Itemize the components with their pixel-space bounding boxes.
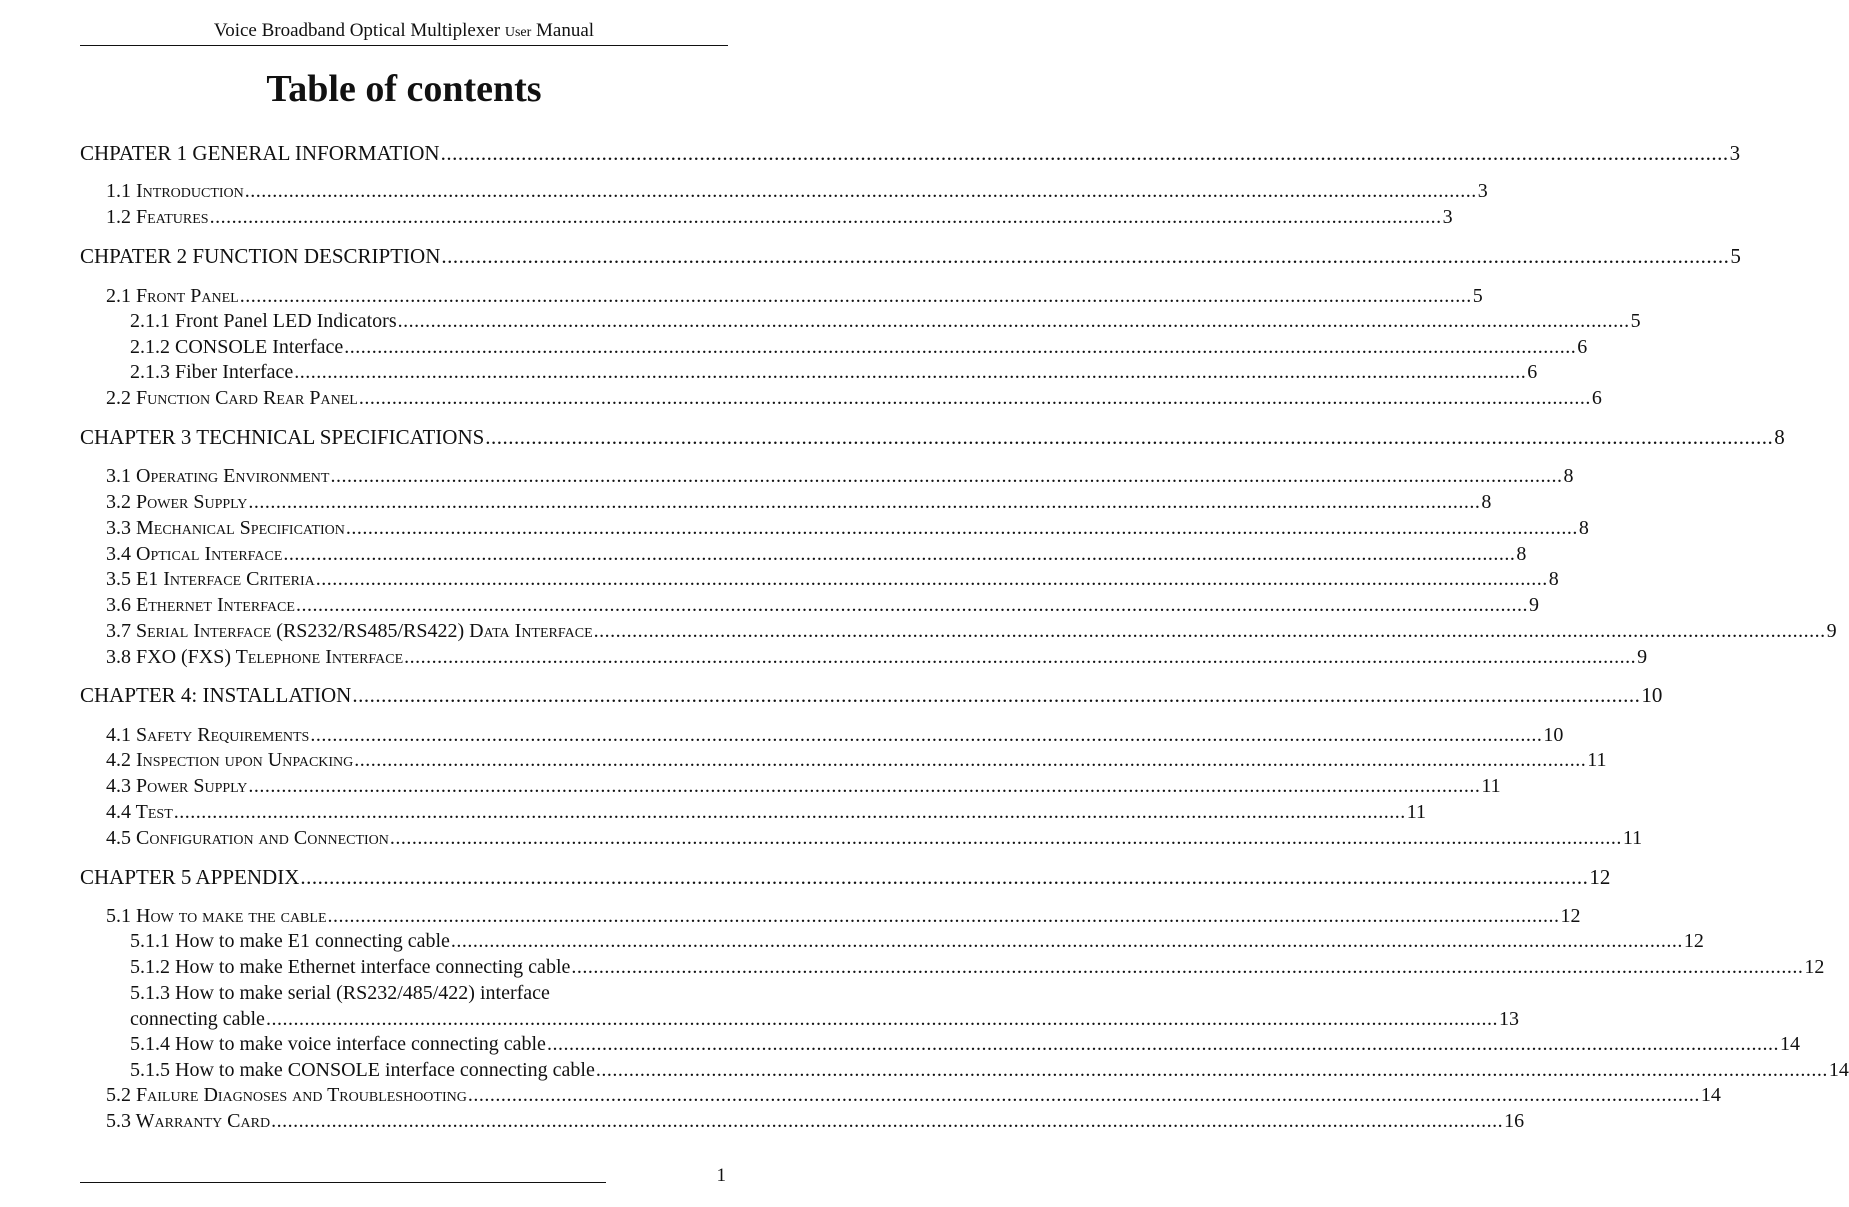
page-number: 1 [716, 1165, 726, 1186]
toc-section-4-1[interactable]: 4.1 Safety Requirements ................................................................................................................................................................................................................................ 10 [106, 724, 1564, 746]
toc-section-5-1[interactable]: 5.1 How to make the cable ................................................................................................................................................................................................................................ 12 [106, 905, 1581, 927]
toc-section-2-1[interactable]: 2.1 Front Panel ................................................................................................................................................................................................................................ 5 [106, 285, 1483, 307]
toc-chapter-3[interactable]: CHAPTER 3 TECHNICAL SPECIFICATIONS ................................................................................................................................................................................................................................ 8 [80, 425, 1785, 449]
page-header [80, 18, 728, 46]
toc-section-3-5[interactable]: 3.5 E1 Interface Criteria ................................................................................................................................................................................................................................ 8 [106, 568, 1559, 590]
toc-section-5-3[interactable]: 5.3 Warranty Card ................................................................................................................................................................................................................................ 16 [106, 1110, 1525, 1132]
toc-section-3-8[interactable]: 3.8 FXO (FXS) Telephone Interface ................................................................................................................................................................................................................................ 9 [106, 646, 1648, 668]
header-text-small: User [504, 25, 532, 40]
footer-rule [80, 1182, 606, 1183]
toc-section-3-6[interactable]: 3.6 Ethernet Interface ................................................................................................................................................................................................................................ 9 [106, 594, 1539, 616]
toc-subsection-5-1-1[interactable]: 5.1.1 How to make E1 connecting cable ................................................................................................................................................................................................................................ 12 [130, 930, 1704, 952]
toc-section-3-2[interactable]: 3.2 Power Supply ................................................................................................................................................................................................................................ 8 [106, 491, 1492, 513]
toc-section-1-2[interactable]: 1.2 Features ................................................................................................................................................................................................................................ 3 [106, 206, 1453, 228]
toc-subsection-2-1-3[interactable]: 2.1.3 Fiber Interface ................................................................................................................................................................................................................................ 6 [130, 361, 1538, 383]
toc-subsection-5-1-3-line1[interactable]: 5.1.3 How to make serial (RS232/485/422) interface [130, 982, 550, 1004]
toc-section-3-4[interactable]: 3.4 Optical Interface ................................................................................................................................................................................................................................ 8 [106, 543, 1527, 565]
toc-section-4-2[interactable]: 4.2 Inspection upon Unpacking ................................................................................................................................................................................................................................ 11 [106, 749, 1607, 771]
toc-section-4-4[interactable]: 4.4 Test ................................................................................................................................................................................................................................ 11 [106, 801, 1427, 823]
toc-chapter-2[interactable]: CHPATER 2 FUNCTION DESCRIPTION ................................................................................................................................................................................................................................ 5 [80, 244, 1741, 268]
toc-chapter-5[interactable]: CHAPTER 5 APPENDIX ................................................................................................................................................................................................................................ 12 [80, 865, 1611, 889]
header-text: Voice Broadband Optical Multiplexer [213, 20, 501, 41]
toc-section-3-1[interactable]: 3.1 Operating Environment ................................................................................................................................................................................................................................ 8 [106, 465, 1574, 487]
toc-section-5-2[interactable]: 5.2 Failure Diagnoses and Troubleshooting ................................................................................................................................................................................................................................ 14 [106, 1084, 1721, 1106]
toc-section-2-2[interactable]: 2.2 Function Card Rear Panel ................................................................................................................................................................................................................................ 6 [106, 387, 1602, 409]
toc-section-4-3[interactable]: 4.3 Power Supply ................................................................................................................................................................................................................................ 11 [106, 775, 1501, 797]
toc-section-4-5[interactable]: 4.5 Configuration and Connection ................................................................................................................................................................................................................................ 11 [106, 827, 1643, 849]
toc-section-1-1[interactable]: 1.1 Introduction ................................................................................................................................................................................................................................ 3 [106, 180, 1488, 202]
toc-subsection-2-1-1[interactable]: 2.1.1 Front Panel LED Indicators ................................................................................................................................................................................................................................ 5 [130, 310, 1641, 332]
toc-subsection-5-1-3[interactable]: connecting cable ................................................................................................................................................................................................................................ 13 [130, 1008, 1519, 1030]
page-title: Table of contents [266, 68, 542, 110]
toc-section-3-3[interactable]: 3.3 Mechanical Specification ................................................................................................................................................................................................................................ 8 [106, 517, 1589, 539]
toc-subsection-5-1-2[interactable]: 5.1.2 How to make Ethernet interface connecting cable ................................................................................................................................................................................................................................ 12 [130, 956, 1825, 978]
header-text-end: Manual [536, 20, 595, 41]
header-rule [80, 45, 728, 46]
toc-chapter-4[interactable]: CHAPTER 4: INSTALLATION ................................................................................................................................................................................................................................ 10 [80, 683, 1663, 707]
toc-subsection-5-1-5[interactable]: 5.1.5 How to make CONSOLE interface connecting cable ................................................................................................................................................................................................................................ 14 [130, 1059, 1849, 1081]
toc-section-3-7[interactable]: 3.7 Serial Interface (RS232/RS485/RS422) Data Interface ................................................................................................................................................................................................................................ 9 [106, 620, 1837, 642]
toc-chapter-1[interactable]: CHPATER 1 GENERAL INFORMATION ................................................................................................................................................................................................................................ 3 [80, 141, 1741, 165]
toc-subsection-5-1-4[interactable]: 5.1.4 How to make voice interface connecting cable ................................................................................................................................................................................................................................ 14 [130, 1033, 1800, 1055]
toc-subsection-2-1-2[interactable]: 2.1.2 CONSOLE Interface ................................................................................................................................................................................................................................ 6 [130, 336, 1588, 358]
